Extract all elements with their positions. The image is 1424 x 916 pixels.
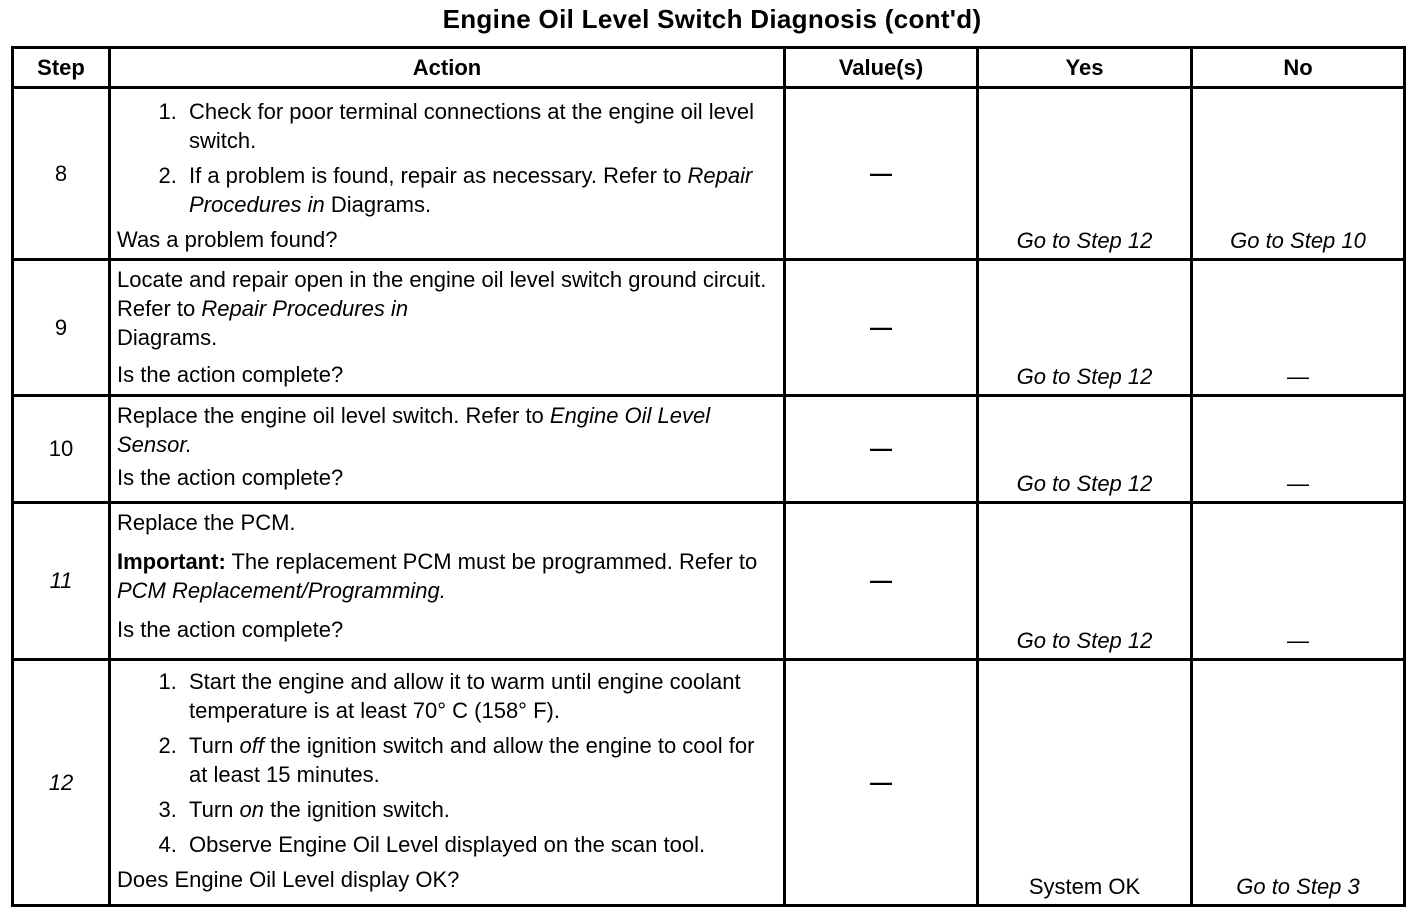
- step-number: 8: [13, 88, 110, 260]
- value-cell: [785, 88, 978, 260]
- list-item: 1. Check for poor terminal connections at the engine oil level switch.: [183, 97, 777, 155]
- value-text: —: [870, 436, 892, 461]
- table-row: [13, 503, 1405, 660]
- action-text: Diagrams.: [330, 192, 432, 217]
- no-cell: —: [1192, 260, 1405, 396]
- reference-link[interactable]: Repair Procedures in: [189, 163, 753, 217]
- reference-link[interactable]: Repair Procedures in: [201, 296, 409, 321]
- reference-link[interactable]: Engine Oil Level Sensor.: [117, 403, 711, 457]
- action-text: Locate and repair open in the engine oil level switch ground circuit. Refer to: [117, 267, 767, 321]
- action-cell: [110, 260, 785, 396]
- action-list: [117, 667, 777, 859]
- action-text: Turn: [189, 797, 234, 822]
- header-yes: Yes: [978, 48, 1192, 88]
- important-label: Important:: [117, 549, 226, 574]
- value-text: —: [870, 314, 892, 340]
- step-number: 12: [13, 660, 110, 906]
- question-text: Was a problem found?: [117, 227, 338, 252]
- yes-cell[interactable]: Go to Step 12: [978, 503, 1192, 660]
- action-cell: [110, 503, 785, 660]
- no-cell[interactable]: Go to Step 3: [1192, 660, 1405, 906]
- header-row: [13, 48, 1405, 88]
- action-text: the ignition switch.: [270, 797, 450, 822]
- emphasis-text: off: [239, 733, 265, 758]
- action-text: the ignition switch and allow the engine to cool for at least 15 minutes.: [189, 733, 755, 787]
- question-text: Is the action complete?: [117, 617, 344, 642]
- action-cell: [110, 88, 785, 260]
- step-number: 9: [13, 260, 110, 396]
- reference-link[interactable]: PCM Replacement/Programming.: [117, 578, 446, 603]
- yes-cell: System OK: [978, 660, 1192, 906]
- no-cell: —: [1192, 503, 1405, 660]
- list-item: 1. Start the engine and allow it to warm until engine coolant temperature is at least 70° C (158° F).: [183, 667, 777, 725]
- value-cell: [785, 503, 978, 660]
- value-cell: [785, 660, 978, 906]
- page-title: Engine Oil Level Switch Diagnosis (cont'd): [442, 4, 982, 34]
- step-number: 10: [13, 396, 110, 503]
- action-text: If a problem is found, repair as necessary. Refer to: [189, 163, 682, 188]
- action-text: Replace the PCM.: [117, 510, 296, 535]
- action-paragraph: [117, 401, 777, 459]
- value-cell: [785, 396, 978, 503]
- no-cell: —: [1192, 396, 1405, 503]
- question-text: Does Engine Oil Level display OK?: [117, 867, 460, 892]
- list-item: [183, 161, 777, 219]
- action-paragraph: [117, 265, 777, 352]
- value-text: —: [870, 568, 892, 593]
- list-item: [183, 795, 777, 824]
- list-item: [183, 731, 777, 789]
- value-cell: [785, 260, 978, 396]
- list-item: 4. Observe Engine Oil Level displayed on the scan tool.: [183, 830, 777, 859]
- important-note: [117, 547, 777, 605]
- important-text: The replacement PCM must be programmed. Refer to: [231, 549, 758, 574]
- value-text: —: [870, 160, 892, 186]
- action-text: Replace the engine oil level switch. Refer to: [117, 403, 544, 428]
- diagnosis-table: [11, 46, 1406, 907]
- action-text: Turn: [189, 733, 234, 758]
- table-row: [13, 396, 1405, 503]
- step-number: 11: [13, 503, 110, 660]
- action-text: Diagrams.: [117, 325, 218, 350]
- yes-cell[interactable]: Go to Step 12: [978, 88, 1192, 260]
- table-row: [13, 260, 1405, 396]
- header-values: Value(s): [785, 48, 978, 88]
- header-no: No: [1192, 48, 1405, 88]
- question-text: Is the action complete?: [117, 465, 344, 490]
- question-text: Is the action complete?: [117, 362, 344, 387]
- table-row: [13, 660, 1405, 906]
- value-text: —: [870, 769, 892, 795]
- yes-cell[interactable]: Go to Step 12: [978, 260, 1192, 396]
- action-cell: [110, 660, 785, 906]
- no-cell[interactable]: Go to Step 10: [1192, 88, 1405, 260]
- action-list: [117, 97, 777, 219]
- action-cell: [110, 396, 785, 503]
- emphasis-text: on: [239, 797, 265, 822]
- header-action: Action: [110, 48, 785, 88]
- header-step: Step: [13, 48, 110, 88]
- table-row: [13, 88, 1405, 260]
- yes-cell[interactable]: Go to Step 12: [978, 396, 1192, 503]
